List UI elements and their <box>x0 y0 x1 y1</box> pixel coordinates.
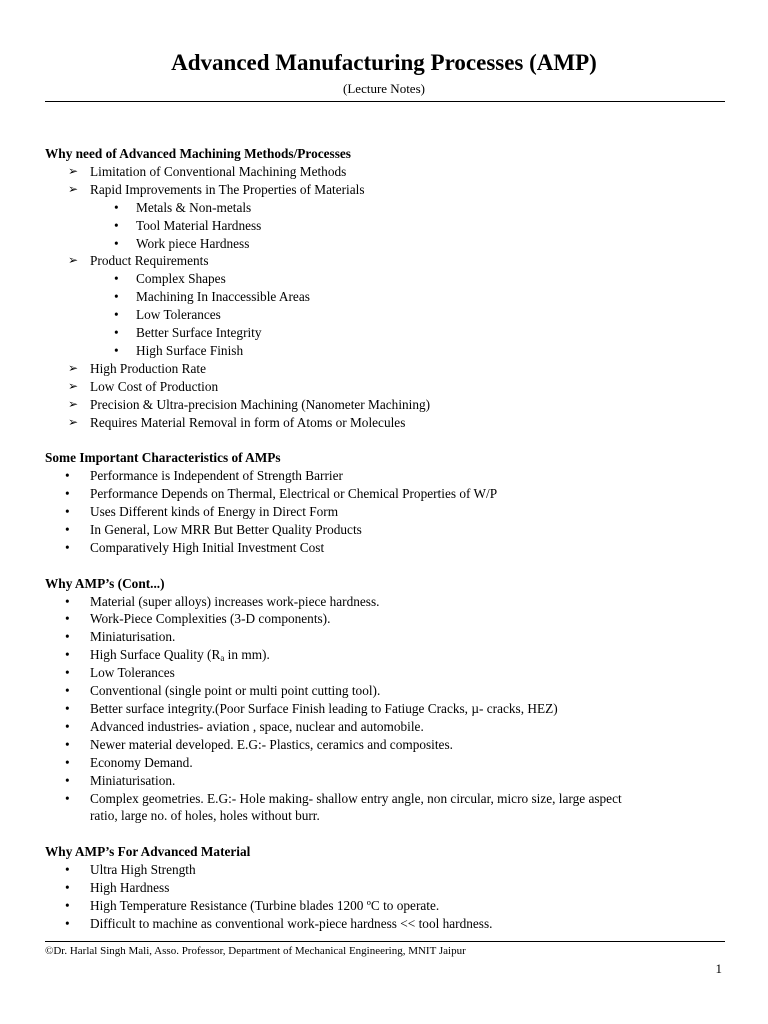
list-item: • Comparatively High Initial Investment Cost <box>65 539 325 555</box>
list-item: • Complex geometries. E.G:- Hole making- shallow entry angle, non circular, micro size, large aspect ratio, large no. of holes, holes without burr. <box>65 790 622 824</box>
bullet-icon: • <box>65 665 70 681</box>
bullet-icon: • <box>65 647 70 663</box>
bullet-icon: • <box>65 718 70 734</box>
section-heading-why-amp: Why AMP’s (Cont...) <box>45 575 165 591</box>
bullet-icon: • <box>114 235 119 251</box>
list-item: ➢ Requires Material Removal in form of Atoms or Molecules <box>68 414 406 430</box>
list-item: • In General, Low MRR But Better Quality Products <box>65 521 362 537</box>
document-title: Advanced Manufacturing Processes (AMP) <box>171 50 597 75</box>
document-body <box>45 145 725 933</box>
section-heading-characteristics: Some Important Characteristics of AMPs <box>45 450 281 466</box>
bullet-icon: • <box>65 539 70 555</box>
list-item: • Better surface integrity.(Poor Surface Finish leading to Fatiuge Cracks, µ- cracks, HEZ) <box>65 701 558 717</box>
section-spacer <box>45 557 725 575</box>
bullet-icon: • <box>65 772 70 788</box>
section-advanced-material-list <box>45 861 725 933</box>
arrow-bullet-icon: ➢ <box>68 181 79 196</box>
section-why-amp-list <box>45 593 725 826</box>
bullet-icon: • <box>114 217 119 233</box>
list-item: ➢ Precision & Ultra-precision Machining (Nanometer Machining) <box>68 396 431 412</box>
bullet-icon: • <box>65 915 70 931</box>
bullet-icon: • <box>114 271 119 287</box>
list-item: • Performance is Independent of Strength Barrier <box>65 468 343 484</box>
bullet-icon: • <box>65 736 70 752</box>
header-rule <box>45 101 725 102</box>
arrow-bullet-icon: ➢ <box>68 378 79 393</box>
sub-list-item: • Work piece Hardness <box>114 235 250 251</box>
bullet-icon: • <box>114 307 119 323</box>
list-item: • Ultra High Strength <box>65 862 196 878</box>
bullet-icon: • <box>114 289 119 305</box>
page-number: 1 <box>715 961 722 976</box>
list-item: • Miniaturisation. <box>65 772 176 788</box>
sub-list-item: • Low Tolerances <box>114 307 221 323</box>
list-item: ➢ Product Requirements <box>68 253 209 269</box>
bullet-icon: • <box>65 754 70 770</box>
bullet-icon: • <box>65 629 70 645</box>
sub-list-item: • Machining In Inaccessible Areas <box>114 289 310 305</box>
section-spacer <box>45 431 725 449</box>
list-item: • Miniaturisation. <box>65 629 176 645</box>
bullet-icon: • <box>65 593 70 609</box>
list-item: ➢ High Production Rate <box>68 360 206 376</box>
bullet-icon: • <box>65 504 70 520</box>
sub-list-item: • Better Surface Integrity <box>114 325 262 341</box>
list-item: • Performance Depends on Thermal, Electrical or Chemical Properties of W/P <box>65 486 498 502</box>
list-item: • Advanced industries- aviation , space, nuclear and automobile. <box>65 718 424 734</box>
sub-list-item: • Complex Shapes <box>114 271 226 287</box>
arrow-bullet-icon: ➢ <box>68 163 79 178</box>
list-item: • Newer material developed. E.G:- Plastics, ceramics and composites. <box>65 736 453 752</box>
bullet-icon: • <box>114 342 119 358</box>
sub-list-item: • Metals & Non-metals <box>114 199 252 215</box>
bullet-icon: • <box>114 199 119 215</box>
bullet-icon: • <box>65 790 70 806</box>
section-characteristics-list <box>45 467 725 557</box>
sub-list-item: • High Surface Finish <box>114 342 244 358</box>
section-heading-need: Why need of Advanced Machining Methods/Processes <box>45 146 351 161</box>
bullet-icon: • <box>65 862 70 878</box>
list-item: • High Hardness <box>65 880 170 896</box>
bullet-icon: • <box>114 325 119 341</box>
bullet-icon: • <box>65 611 70 627</box>
bullet-icon: • <box>65 468 70 484</box>
arrow-bullet-icon: ➢ <box>68 360 79 375</box>
list-item: • Work-Piece Complexities (3-D components). <box>65 611 331 627</box>
bullet-icon: • <box>65 683 70 699</box>
bullet-icon: • <box>65 701 70 717</box>
list-item: • Economy Demand. <box>65 754 193 770</box>
arrow-bullet-icon: ➢ <box>68 253 79 268</box>
document-subtitle: (Lecture Notes) <box>343 81 425 96</box>
section-spacer <box>45 825 725 843</box>
list-item: ➢ Rapid Improvements in The Properties of Materials <box>68 181 365 197</box>
bullet-icon: • <box>65 897 70 913</box>
list-item: • High Surface Quality ($R_a$ in mm). <box>65 647 270 664</box>
list-item: • High Temperature Resistance (Turbine blades 1200 ºC to operate. <box>65 897 440 913</box>
arrow-bullet-icon: ➢ <box>68 396 79 411</box>
section-heading-advanced-material: Why AMP’s For Advanced Material <box>45 844 251 860</box>
list-item: • Material (super alloys) increases work-piece hardness. <box>65 593 380 609</box>
bullet-icon: • <box>65 486 70 502</box>
list-item: • Difficult to machine as conventional work-piece hardness << tool hardness. <box>65 915 493 931</box>
arrow-bullet-icon: ➢ <box>68 414 79 429</box>
list-item: ➢ Low Cost of Production <box>68 378 219 394</box>
bullet-icon: • <box>65 880 70 896</box>
section-need-list <box>45 163 725 432</box>
sub-list-item: • Tool Material Hardness <box>114 217 262 233</box>
list-item: • Conventional (single point or multi point cutting tool). <box>65 683 381 699</box>
list-item: • Low Tolerances <box>65 665 175 681</box>
list-item: ➢ Limitation of Conventional Machining Methods <box>68 163 347 179</box>
list-item: • Uses Different kinds of Energy in Direct Form <box>65 504 339 520</box>
bullet-icon: • <box>65 521 70 537</box>
footer-rule <box>45 941 725 942</box>
footer-credit: ©Dr. Harlal Singh Mali, Asso. Professor, Department of Mechanical Engineering, MNIT Jaipur <box>45 945 466 957</box>
